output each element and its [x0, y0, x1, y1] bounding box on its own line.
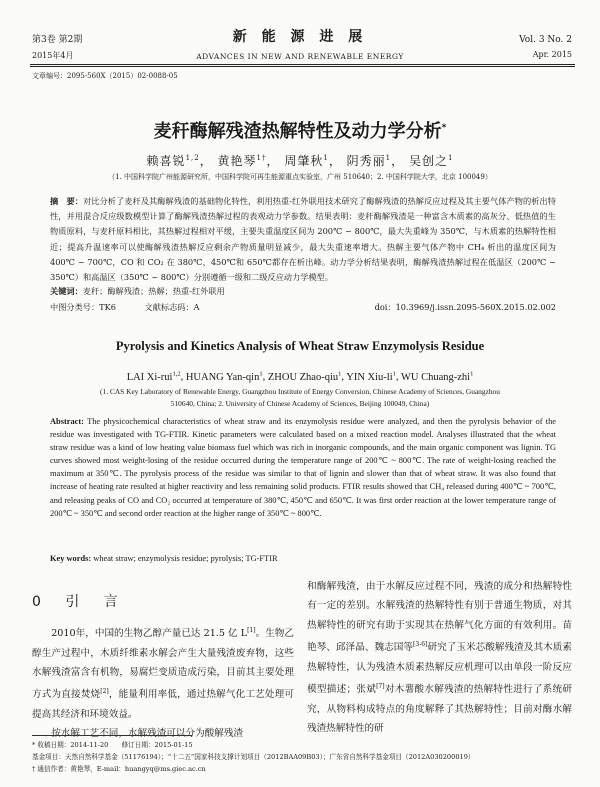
header-rule: [30, 64, 575, 65]
author-cn: 黄艳琴$^{1\dagger}$: [217, 154, 267, 168]
author-cn: 周肇秋$^1$: [284, 154, 329, 168]
abstract-en-label: Abstract:: [50, 417, 84, 426]
affiliation-cn: （1. 中国科学院广州能源研究所，中国科学院可再生能源重点实验室，广州 510640；2. 中国科学院大学，北京 100049）: [108, 173, 492, 181]
paragraph: 按水解工艺不同，水解残渣可以分为酸解残渣: [51, 728, 244, 740]
article-number: 文章编号：2095-560X（2015）02-0088-05: [32, 72, 178, 80]
paragraph: 和酶解残渣，由于水解反应过程不同，残渣的成分和热解特性有一定的差别。水解残渣的热解特性有别于普通生物质，对其热解特性的研究有助于实现其在热解气化方面的有效利用。苗艳琴、邱泽晶、魏志国等[3-6]研究了玉米芯酸解残渣及其木质素热解特性，认为残渣木质素热解反应机理可以由单段一阶反应模型描述；张斌[7]对木薯酸水解残渣的热解特性进行了系统研究，从物料构成特点的角度解释了其热解特性；目前对酶水解残渣热解特性的研: [307, 581, 573, 735]
author-en: ZHOU Zhao-qiu$^1$: [267, 370, 342, 383]
journal-title-en: ADVANCES IN NEW AND RENEWABLE ENERGY: [196, 52, 404, 61]
keywords-en: Key words: wheat straw; enzymolysis residue; pyrolysis; TG-FTIR: [50, 554, 278, 563]
author-cn: 阴秀丽$^1$: [346, 154, 392, 168]
footnote-corresponding: † 通信作者：黄艳琴，E-mail：huangyq@ms.giec.ac.cn: [32, 765, 206, 773]
header-date-cn: 2015年4月: [32, 51, 74, 60]
header-date-en: Apr. 2015: [532, 50, 572, 59]
authors-en: LAI Xi-rui$^{1,2}$, HUANG Yan-qin$^1$, ZHOU Zhao-qiu$^1$, YIN Xiu-$li^1$, WU Chuang-zhi$^1$: [126, 370, 474, 383]
section-heading-introduction: 0 引 言: [32, 594, 128, 610]
footnote-rule: [32, 735, 192, 736]
authors-cn: 赖喜锐$^{1,2}$， 黄艳琴$^{1\dagger}$， 周肇秋$^1$， 阴秀丽$^1$， 吴创之$^1$: [146, 154, 454, 168]
abstract-en: [50, 415, 556, 520]
affiliation-en: (1. CAS Key Laboratory of Renewable Energy, Guangzhou Institute of Energy Conversion, Chinese Academy of Sciences, Guangzhou 510640, China; 2. University of Chinese Academy of Sciences, Beijing 100049, China): [100, 387, 500, 408]
footnote-received: * 收稿日期：2014-11-20 修订日期：2015-01-15: [32, 741, 193, 749]
author-en: LAI Xi-rui$^{1,2}$: [126, 370, 181, 383]
header-rule-thin: [30, 66, 575, 67]
paper-title-cn: 麦秆酶解残渣热解特性及动力学分析*: [153, 121, 447, 142]
abstract-cn-text: 对比分析了麦秆及其酶解残渣的基础物化特性，利用热重-红外联用技术研究了酶解残渣的热解反应过程及其主要气体产物的析出特性，并用混合反应级数模型计算了酶解残渣热解过程的表观动力学参数。结果表明：麦秆酶解残渣是一种富含木质素的高灰分、低热值的生物质原料，与麦秆原料相比，其热解过程相对平缓，主要失重温度区间为 200℃ ~ 800℃，最大失重峰为 350℃，与木质素的热解特性相近；提高升温速率可以使酶解残渣热解反应剩余产物质量明显减少，最大失重速率增大。热解主要气体产物中 CH₄ 析出的温度区间为 400℃ ~ 700℃，CO 和 CO₂ 在 380℃、450℃和 650℃都存在析出峰。动力学分析结果表明，酶解残渣热解过程在低温区（200℃ ~ 350℃）和高温区（350℃ ~ 800℃）分别遵循一级和二级反应动力学模型。: [50, 196, 556, 283]
body-column-left: [32, 621, 294, 744]
journal-title-cn: 新 能 源 进 展: [232, 29, 368, 45]
footnote-fund: 基金项目：天然自然科学基金（51176194）；“十二五”国家科技支撑计划项目（2012BAA09B03）；广东省自然科学基金项目（2012A030200019）: [32, 753, 475, 761]
author-en: HUANG Yan-qin$^1$: [185, 370, 263, 383]
keywords-cn: 关键词：麦秆；酶解残渣；热解；热重-红外联用: [50, 286, 225, 296]
header-volume-issue-en: Vol. 3 No. 2: [519, 35, 572, 45]
author-en: YIN Xiu-$li^1$: [346, 370, 396, 383]
document-code: 文献标志码：A: [144, 302, 200, 312]
doi: doi：10.3969/j.issn.2095-560X.2015.02.002: [374, 302, 556, 312]
class-number: 中图分类号：TK6: [50, 302, 116, 312]
author-en: WU Chuang-zhi$^1$: [400, 370, 474, 383]
header-volume-issue-cn: 第3卷 第2期: [32, 35, 83, 45]
abstract-en-text: The physicochemical characteristics of wheat straw and its enzymolysis residue were analyzed, and then the pyrolysis behavior of the residue was investigated with TG-FTIR. Kinetic parameters were calculated based on a mixed reaction model. Analyses illustrated that the wheat straw residue was a kind of low heating value biomass fuel which was rich in inorganic compounds, and the main organic component was lignin. TG curves showed most weight-losing of the residue occurred during the temperature range of 200℃ ~ 800℃. The rate of weight-losing reached the maximum at 350℃. The pyrolysis process of the residue was similar to that of lignin and slower than that of wheat straw. It was also found that increase of heating rate resulted at higher reactivity and less remaining solid products. FTIR results showed that CH₄ released during 400℃ ~ 700℃, and releasing peaks of CO and CO₂ occurred at temperature of 380℃, 450℃ and 650℃. It was first order reaction at the lower temperature range of 200℃ ~ 350℃ and second order reaction at the higher range of 350℃ ~ 800℃.: [50, 417, 557, 518]
paragraph: 2010年，中国的生物乙醇产量已达 21.5 亿 L[1]。生物乙醇生产过程中，木质纤维素水解会产生大量残渣废弃物，这些水解残渣富含有机物，易腐烂变质造成污染，目前其主要处理方式为直接焚烧[2]，能量利用率低，通过热解气化工艺处理可提高其经济和环境效益。: [32, 627, 295, 720]
body-column-right: [307, 577, 572, 739]
abstract-cn-label: 摘 要：: [50, 196, 83, 206]
abstract-cn: [50, 194, 556, 285]
author-cn: 吴创之$^1$: [408, 154, 454, 168]
paper-title-en: Pyrolysis and Kinetics Analysis of Wheat Straw Enzymolysis Residue: [115, 339, 485, 353]
author-cn: 赖喜锐$^{1,2}$: [146, 154, 200, 168]
classification-line: [50, 302, 556, 313]
